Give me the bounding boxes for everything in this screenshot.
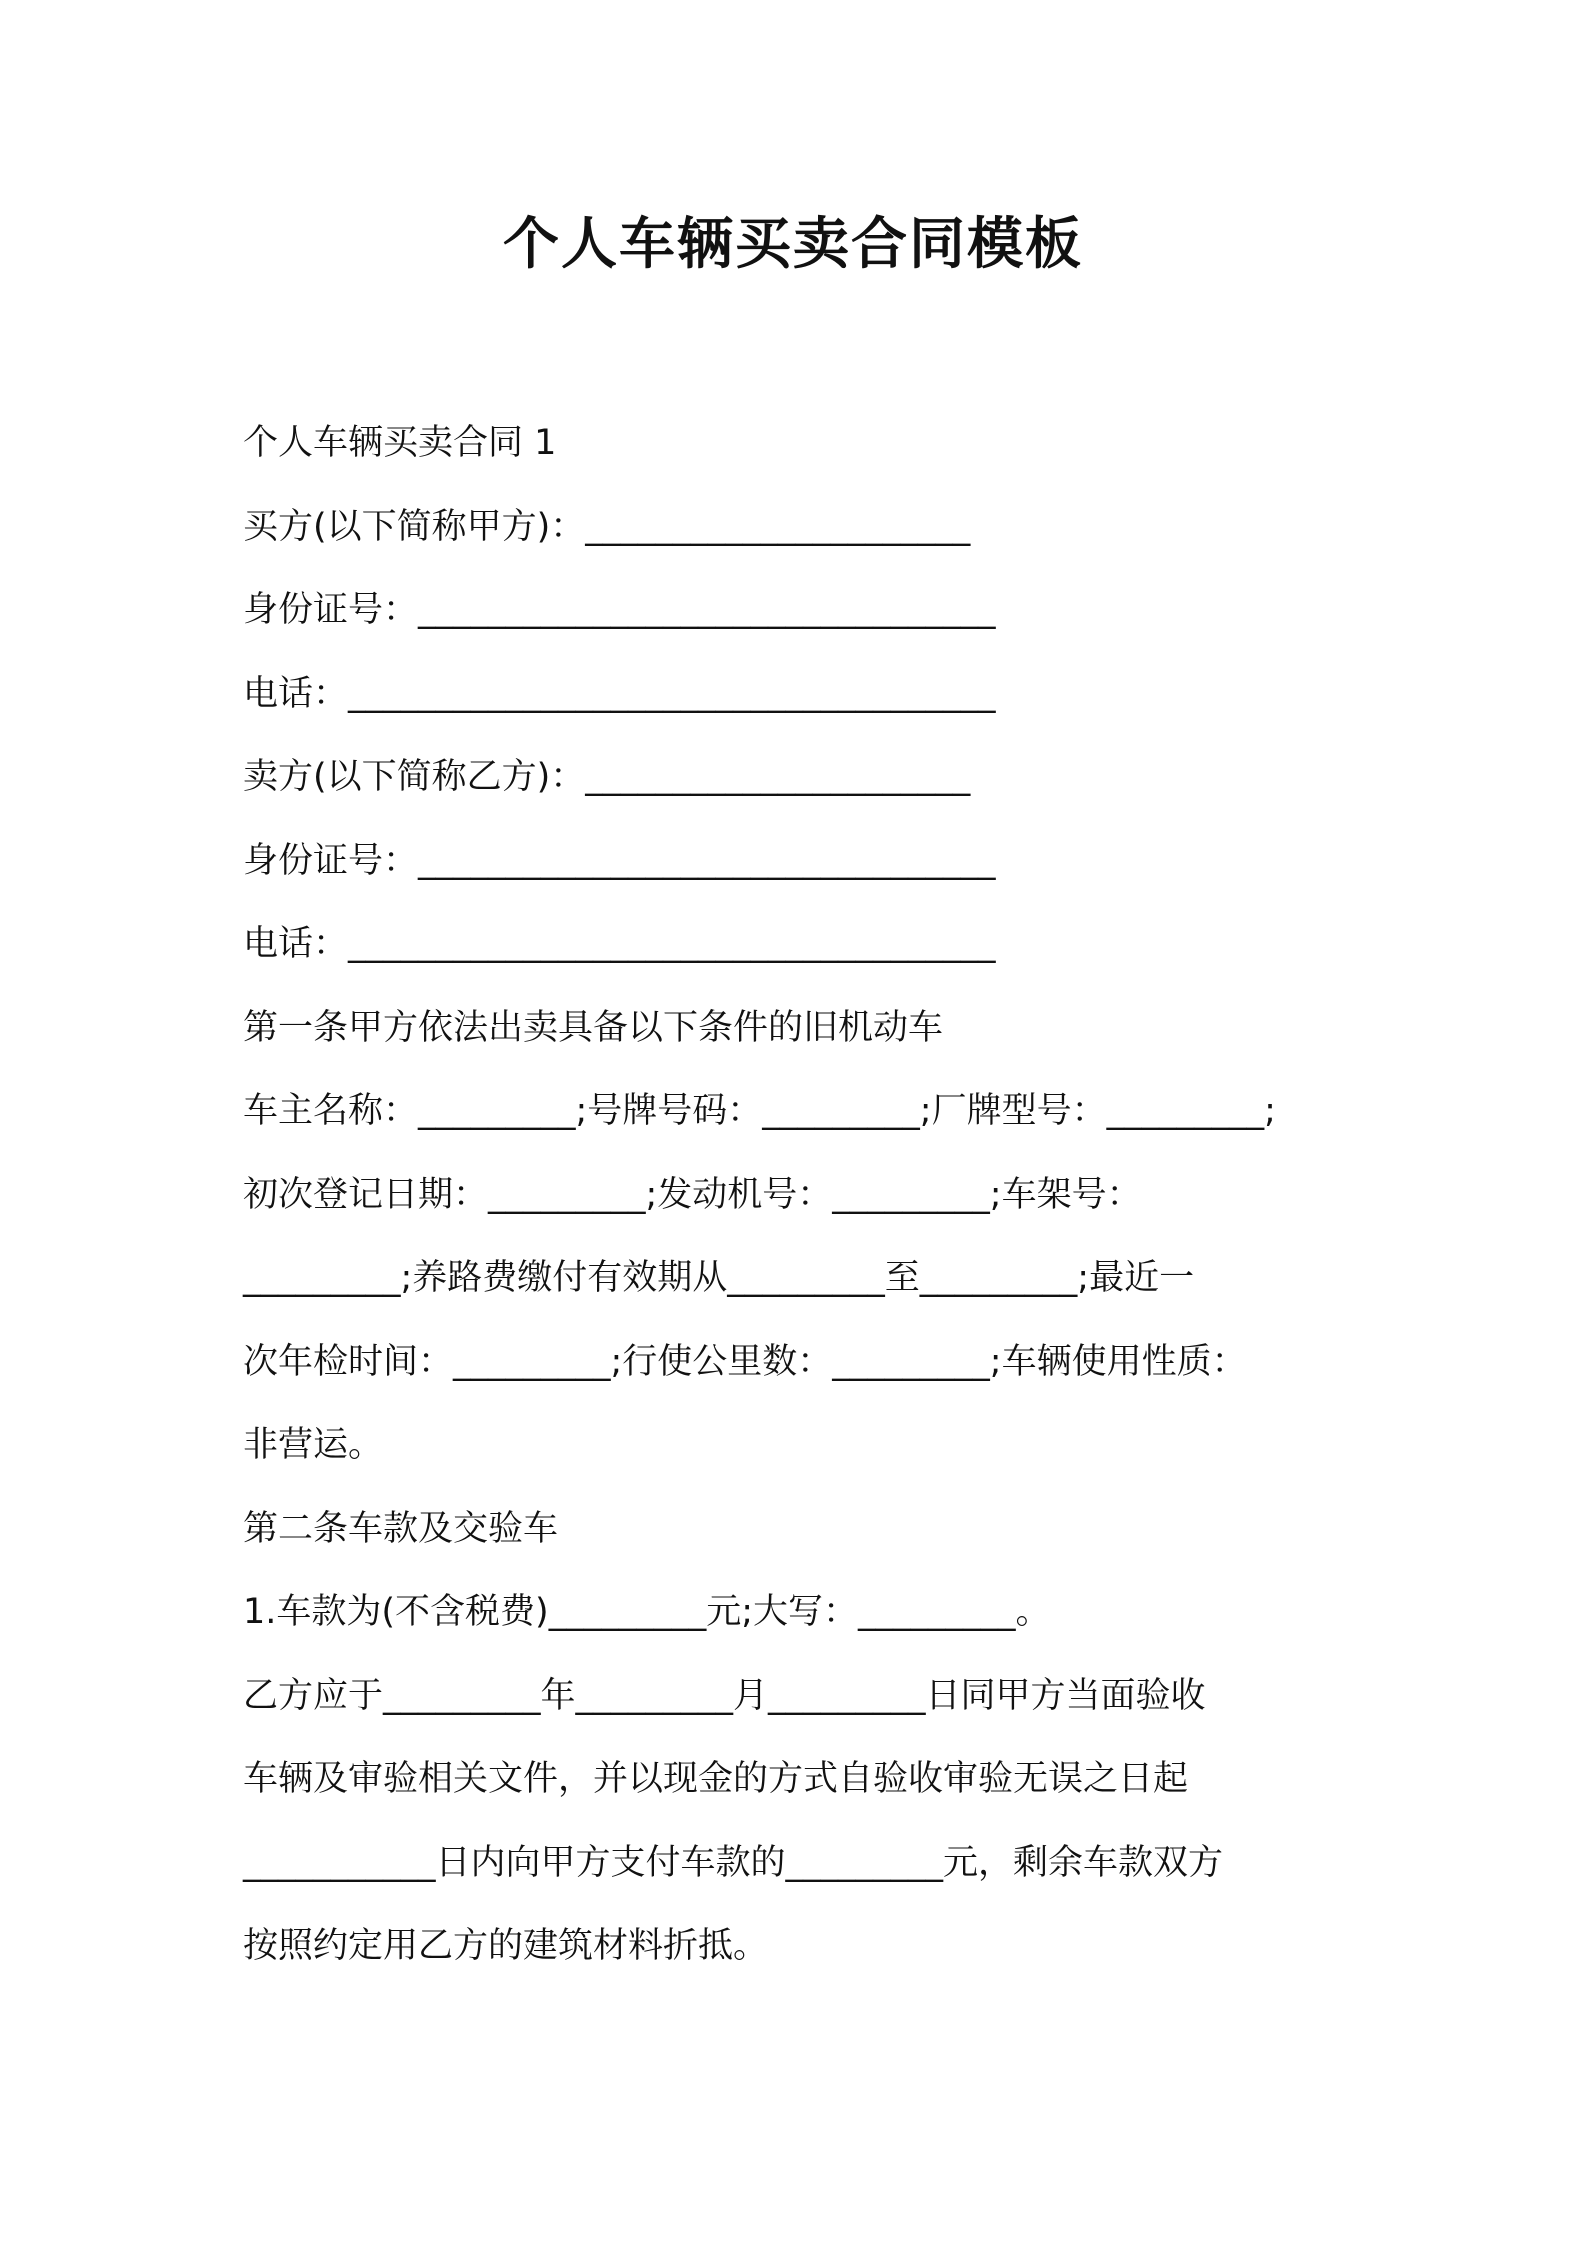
vehicle-info-line-4: 次年检时间：_________;行使公里数：_________;车辆使用性质： bbox=[243, 1341, 1247, 1382]
buyer-name-line: 买方(以下简称甲方)：______________________ bbox=[243, 506, 971, 547]
price-line: 1.车款为(不含税费)_________元;大写：_________。 bbox=[243, 1592, 1051, 1632]
article-2-heading: 第二条车款及交验车 bbox=[243, 1508, 559, 1549]
contract-heading: 个人车辆买卖合同 1 bbox=[243, 423, 557, 463]
buyer-phone-line: 电话：_____________________________________ bbox=[243, 673, 996, 714]
payment-line-1: 乙方应于_________年_________月_________日同甲方当面验收 bbox=[243, 1675, 1206, 1716]
seller-id-line: 身份证号：_________________________________ bbox=[243, 840, 996, 881]
document-title: 个人车辆买卖合同模板 bbox=[503, 212, 1083, 277]
seller-phone-line: 电话：_____________________________________ bbox=[243, 924, 996, 964]
vehicle-info-line-5: 非营运。 bbox=[243, 1425, 384, 1465]
payment-line-3: ___________日内向甲方支付车款的_________元，剩余车款双方 bbox=[243, 1842, 1224, 1883]
vehicle-info-line-3: _________;养路费缴付有效期从_________至_________;最近一 bbox=[243, 1258, 1195, 1298]
buyer-id-line: 身份证号：_________________________________ bbox=[243, 590, 996, 630]
contract-body bbox=[243, 402, 1363, 1989]
vehicle-info-line-2: 初次登记日期：_________;发动机号：_________;车架号： bbox=[243, 1174, 1142, 1215]
payment-line-4: 按照约定用乙方的建筑材料折抵。 bbox=[243, 1926, 769, 1966]
article-1-heading: 第一条甲方依法出卖具备以下条件的旧机动车 bbox=[243, 1007, 944, 1048]
payment-line-2: 车辆及审验相关文件，并以现金的方式自验收审验无误之日起 bbox=[243, 1759, 1189, 1799]
vehicle-info-line-1: 车主名称：_________;号牌号码：_________;厂牌型号：_________; bbox=[243, 1091, 1276, 1131]
seller-name-line: 卖方(以下简称乙方)：______________________ bbox=[243, 757, 971, 797]
